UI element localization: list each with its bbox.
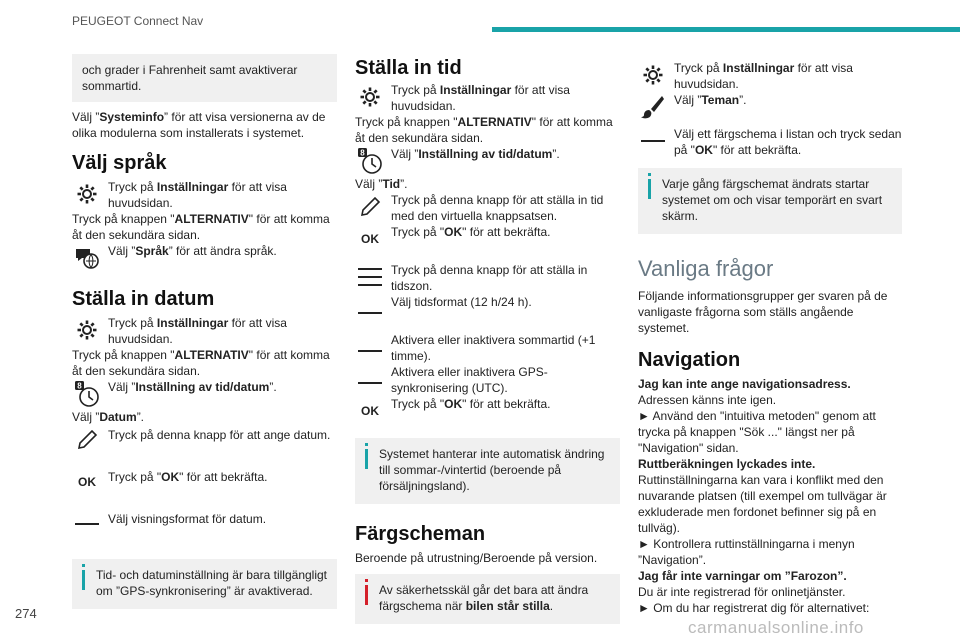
header-accent-bar [492,27,960,32]
time-step-2: Tryck på knappen "ALTERNATIV" för att komma åt den sekundära sidan. [355,115,613,145]
running-header: PEUGEOT Connect Nav [72,14,204,28]
clock-calendar-icon [355,146,385,176]
section-title-navigation: Navigation [638,349,741,371]
theme-step-1: Tryck på Inställningar för att visa huvudsidan. [638,60,902,92]
faq-answer: Ruttinställningarna kan vara i konflikt med den nuvarande platsen (till exempel om tullvägar är exkluderade men fordonet befinner sig på en tullväg). [638,473,887,535]
time-step-8: Välj tidsformat (12 h/24 h). [355,294,620,324]
info-icon [82,570,85,590]
settings-gear-icon [72,179,102,209]
settings-gear-icon [72,315,102,345]
svg-text:8: 8 [77,381,82,391]
time-step-10: Aktivera eller inaktivera GPS-synkronisering (UTC). [355,364,620,396]
list-line-icon [72,509,102,539]
info-icon [365,449,368,469]
warning-icon [365,585,368,605]
lang-step-1: Tryck på Inställningar för att visa huvudsidan. [72,179,337,211]
time-step-9: Aktivera eller inaktivera sommartid (+1 timme). [355,332,620,364]
menu-lines-icon [355,262,385,292]
faq-action: ► Kontrollera ruttinställningarna i menyn ”Navigation”. [638,537,855,567]
faq-action: ► Om du har registrerat dig för alternativet: [638,601,870,615]
theme-step-2: Välj ”Teman”. [638,92,902,122]
info-box-theme: Varje gång färgschemat ändrats startar systemet om och visar temporärt en svart skärm. [638,168,902,234]
page-number: 274 [15,606,37,621]
theme-step-3: Välj ett färgschema i listan och tryck sedan på "OK" för att bekräfta. [638,126,902,158]
time-step-11: OK Tryck på "OK" för att bekräfta. [355,396,620,426]
faq-list [638,376,902,616]
column-3 [638,60,902,616]
ok-button-icon: OK [78,475,96,489]
toggle-line-icon [355,332,385,362]
info-box-time: Systemet hanterar inte automatisk ändring till sommar-/vintertid (beroende på försäljningsland). [355,438,620,504]
continued-note-box: och grader i Fahrenheit samt avaktiverar sommartid. [72,54,337,102]
language-speech-icon [72,243,102,273]
list-line-icon [355,294,385,324]
lang-step-3: Välj ”Språk” för att ändra språk. [72,243,337,273]
date-step-7: Välj visningsformat för datum. [72,509,337,539]
date-step-1: Tryck på Inställningar för att visa huvudsidan. [72,315,337,347]
faq-question: Jag kan inte ange navigationsadress. [638,377,851,391]
paint-brush-icon [638,92,668,122]
section-title-time: Ställa in tid [355,57,462,79]
faq-answer: Adressen känns inte igen. [638,393,777,407]
faq-intro: Följande informationsgrupper ger svaren på de vanligaste frågorna som ställs angående systemet. [638,289,888,335]
column-1 [72,54,337,609]
clock-calendar-icon [72,379,102,409]
ok-button-icon: OK [361,404,379,418]
date-step-3: 8 Välj ”Inställning av tid/datum”. [72,379,337,409]
time-step-1: Tryck på Inställningar för att visa huvudsidan. [355,82,620,114]
date-step-2: Tryck på knappen "ALTERNATIV" för att komma åt den sekundära sidan. [72,348,330,378]
faq-action: ► Använd den "intuitiva metoden" genom att trycka på knappen "Sök ..." längst ner på "Navigation" sidan. [638,409,876,455]
column-2 [355,56,620,624]
list-line-icon [638,126,668,156]
section-title-date: Ställa in datum [72,288,215,310]
info-box-date: Tid- och datuminställning är bara tillgängligt om ”GPS-synkronisering” är avaktiverad. [72,559,337,609]
pencil-icon [355,192,385,222]
svg-text:8: 8 [360,148,365,158]
time-step-6: OK Tryck på "OK" för att bekräfta. [355,224,620,254]
toggle-line-icon [355,364,385,394]
time-step-7: Tryck på denna knapp för att ställa in tidszon. [355,262,620,294]
info-icon [648,179,651,199]
ok-button-icon: OK [361,232,379,246]
sysinfo-paragraph: Välj ”Systeminfo” för att visa versionerna av de olika modulerna som installerats i systemet. [72,110,326,140]
time-step-3: 8 Välj ”Inställning av tid/datum”. [355,146,620,176]
settings-gear-icon [638,60,668,90]
time-step-5: Tryck på denna knapp för att ställa in tid med den virtuella knappsatsen. [355,192,620,224]
colors-intro: Beroende på utrustning/Beroende på version. [355,551,598,565]
date-step-4: Välj ”Datum”. [72,410,145,424]
pencil-icon [72,425,102,455]
lang-step-2: Tryck på knappen "ALTERNATIV" för att komma åt den sekundära sidan. [72,212,330,242]
watermark: carmanualsonline.info [688,618,864,637]
faq-answer: Du är inte registrerad för onlinetjänster. [638,585,846,599]
faq-question: Ruttberäkningen lyckades inte. [638,457,816,471]
date-step-6: OK Tryck på "OK" för att bekräfta. [72,467,337,497]
date-step-5: Tryck på denna knapp för att ange datum. [72,425,337,455]
warning-box-colors: Av säkerhetsskäl går det bara att ändra färgschema när bilen står stilla. [355,574,620,624]
section-title-colors: Färgscheman [355,523,486,545]
settings-gear-icon [355,82,385,112]
section-title-language: Välj språk [72,152,167,174]
time-step-4: Välj ”Tid”. [355,177,408,191]
faq-question: Jag får inte varningar om ”Farozon”. [638,569,847,583]
section-title-faq: Vanliga frågor [638,256,774,281]
